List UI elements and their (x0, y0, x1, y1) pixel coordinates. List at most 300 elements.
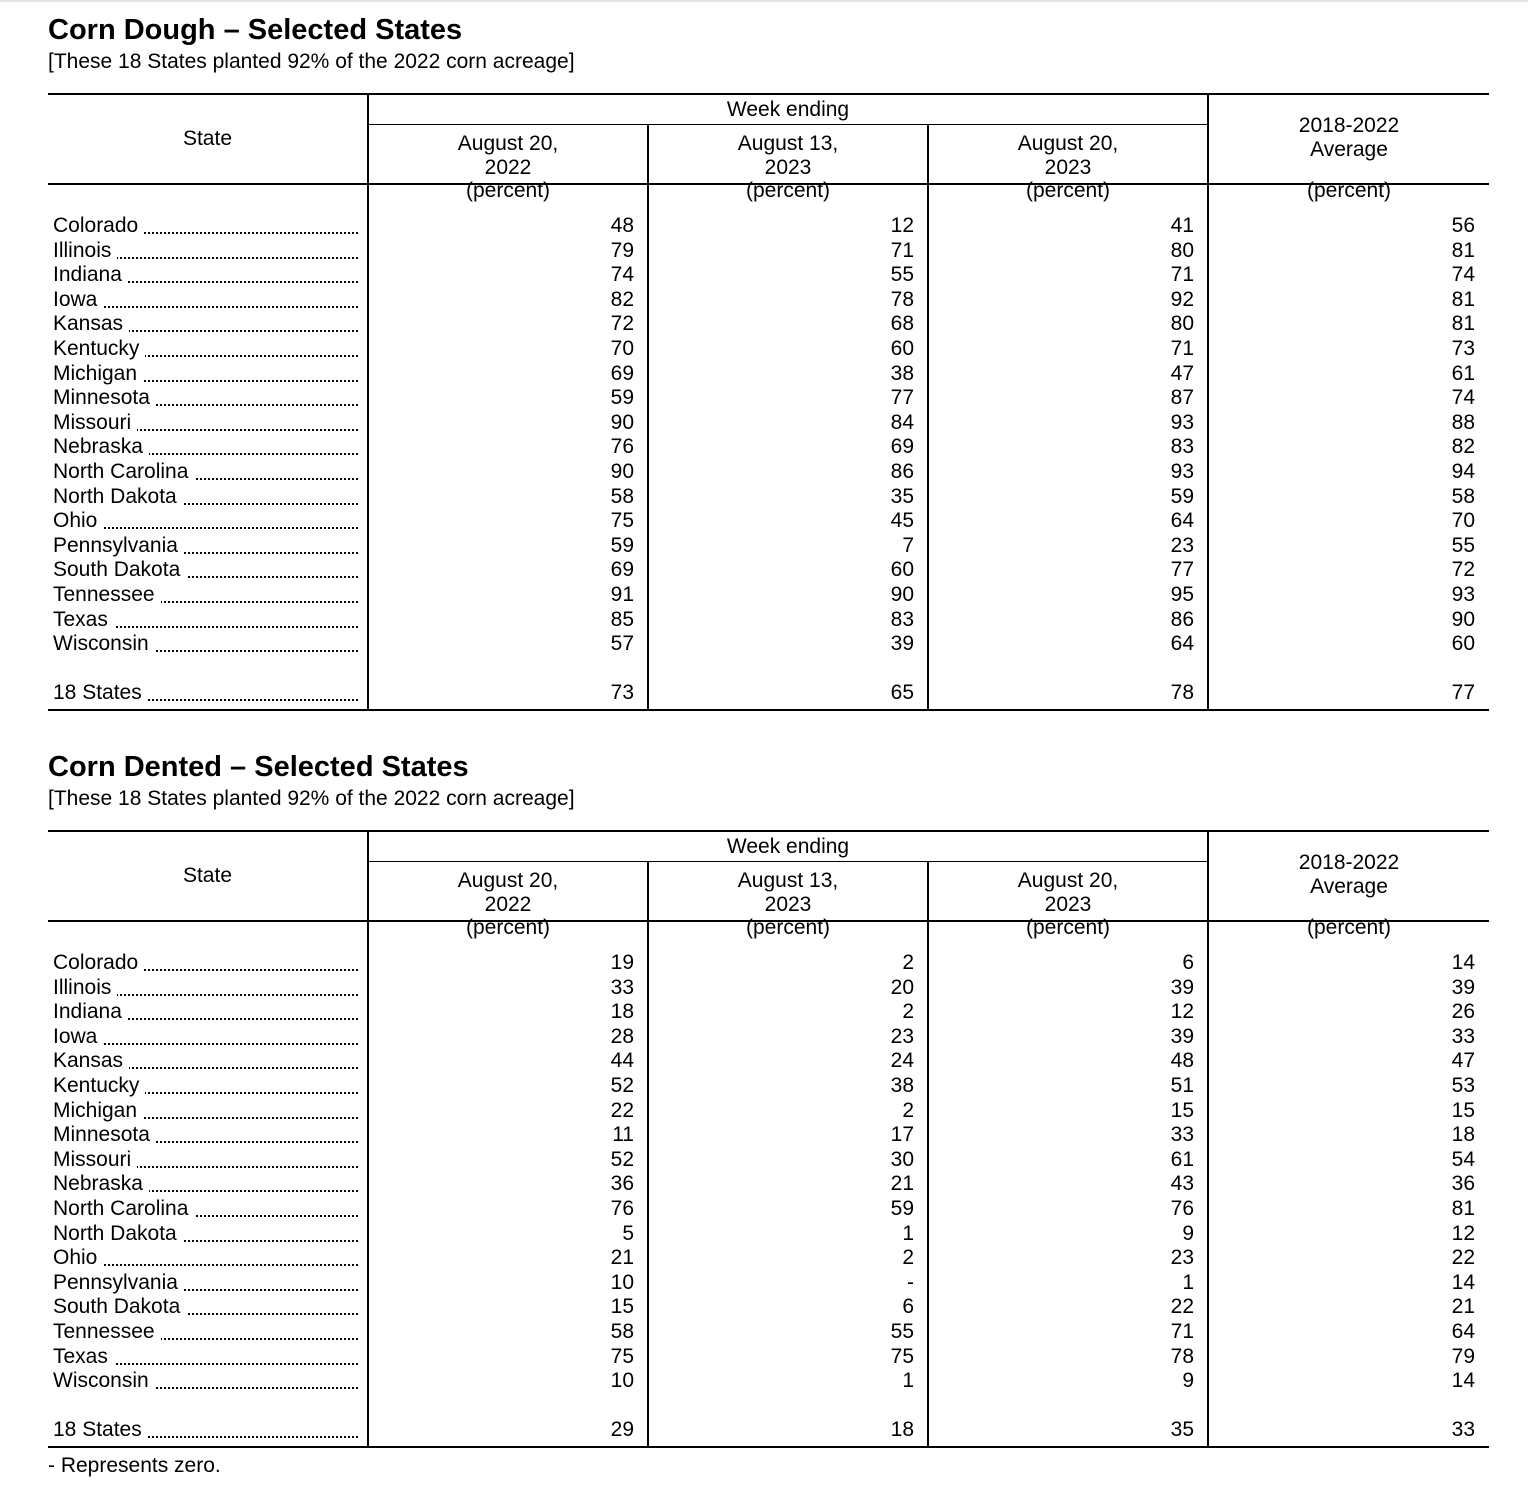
table-bottom-rule (48, 1446, 1489, 1448)
week-ending-header: Week ending (726, 98, 850, 121)
state-name: Wisconsin (53, 1369, 155, 1392)
state-name: Texas (53, 1345, 114, 1368)
value-cell: 28 (610, 1024, 634, 1048)
col4-header: 2018-2022 Average (1298, 114, 1400, 161)
col4-header: 2018-2022 Average (1298, 851, 1400, 898)
value-cell: 86 (1170, 607, 1194, 631)
value-cell: 45 (890, 509, 914, 533)
value-cell: 85 (610, 607, 634, 631)
state-cell (53, 1074, 358, 1098)
value-cell: 59 (890, 1197, 914, 1220)
state-cell (53, 1049, 358, 1073)
value-cell: 33 (1451, 1024, 1475, 1048)
state-name: Nebraska (53, 435, 149, 458)
value-cell: 71 (1170, 1320, 1194, 1343)
value-cell: 35 (1170, 1417, 1194, 1441)
value-cell: 15 (610, 1295, 634, 1319)
value-cell: 22 (1451, 1246, 1475, 1270)
value-cell: 78 (890, 287, 914, 311)
value-cell: 54 (1451, 1147, 1475, 1171)
value-cell: 93 (1170, 460, 1194, 483)
value-cell: 2 (902, 1246, 914, 1270)
value-cell: 12 (890, 214, 914, 237)
unit-label: (percent) (745, 179, 831, 202)
table-top-rule (48, 830, 1489, 832)
table-row (48, 1123, 1489, 1148)
total-row (48, 681, 1489, 706)
table-row (48, 1295, 1489, 1320)
state-cell (53, 1369, 358, 1393)
value-cell: 59 (1170, 484, 1194, 508)
value-cell: 24 (890, 1049, 914, 1073)
col2-header: August 13, 2023 (737, 132, 839, 179)
value-cell: 14 (1451, 951, 1475, 974)
value-cell: 57 (610, 632, 634, 656)
value-cell: 77 (890, 386, 914, 410)
col3-header: August 20, 2023 (1017, 132, 1119, 179)
state-name: Colorado (53, 214, 144, 237)
state-cell (53, 976, 358, 1000)
value-cell: 64 (1451, 1320, 1475, 1343)
value-cell: 2 (902, 951, 914, 974)
value-cell: 91 (610, 583, 634, 606)
value-cell: 47 (1451, 1049, 1475, 1073)
table-row (48, 608, 1489, 633)
table-row (48, 509, 1489, 534)
state-cell (53, 214, 358, 238)
value-cell: 10 (610, 1369, 634, 1393)
table-row (48, 1222, 1489, 1247)
value-cell: 95 (1170, 583, 1194, 606)
state-name: North Dakota (53, 485, 183, 508)
table-row (48, 312, 1489, 337)
value-cell: 71 (1170, 263, 1194, 287)
table-row (48, 1148, 1489, 1173)
value-cell: 60 (890, 558, 914, 582)
unit-label: (percent) (745, 916, 831, 939)
value-cell: 41 (1170, 214, 1194, 237)
table-row (48, 583, 1489, 608)
table-row (48, 288, 1489, 313)
value-cell: 53 (1451, 1074, 1475, 1097)
state-cell (53, 1000, 358, 1024)
table-row (48, 263, 1489, 288)
unit-label: (percent) (1306, 916, 1392, 939)
state-name: Nebraska (53, 1172, 149, 1195)
value-cell: 75 (610, 1344, 634, 1368)
state-cell (53, 1320, 358, 1344)
value-cell: 23 (1170, 1246, 1194, 1270)
state-name: 18 States (53, 1418, 148, 1441)
state-name: North Carolina (53, 1197, 194, 1220)
state-name: Tennessee (53, 1320, 161, 1343)
table-row (48, 337, 1489, 362)
value-cell: 84 (890, 410, 914, 434)
value-cell: 29 (610, 1417, 634, 1441)
state-name: Ohio (53, 1246, 103, 1269)
value-cell: 18 (1451, 1123, 1475, 1147)
table-row (48, 1099, 1489, 1124)
value-cell: 14 (1451, 1270, 1475, 1294)
value-cell: 48 (1170, 1049, 1194, 1073)
value-cell: 55 (890, 1320, 914, 1343)
table-row (48, 1049, 1489, 1074)
table-title: Corn Dented – Selected States (48, 751, 469, 783)
value-cell: 68 (890, 312, 914, 336)
value-cell: 72 (1451, 558, 1475, 582)
state-name: 18 States (53, 681, 148, 704)
col3-header: August 20, 2023 (1017, 869, 1119, 916)
value-cell: 47 (1170, 361, 1194, 385)
value-cell: 58 (1451, 484, 1475, 508)
table-row (48, 1246, 1489, 1271)
value-cell: 81 (1451, 312, 1475, 336)
state-cell (53, 1172, 358, 1196)
table-row (48, 362, 1489, 387)
value-cell: 39 (890, 632, 914, 656)
value-cell: 82 (610, 287, 634, 311)
value-cell: 69 (890, 435, 914, 459)
value-cell: 1 (902, 1369, 914, 1393)
value-cell: 55 (1451, 533, 1475, 557)
state-name: Missouri (53, 411, 137, 434)
state-name: Wisconsin (53, 632, 155, 655)
value-cell: 39 (1170, 1024, 1194, 1048)
value-cell: 76 (1170, 1197, 1194, 1220)
table-row (48, 558, 1489, 583)
state-cell (53, 239, 358, 263)
value-cell: 83 (1170, 435, 1194, 459)
state-cell (53, 1271, 358, 1295)
table-row (48, 1369, 1489, 1394)
value-cell: 70 (610, 337, 634, 360)
table-row (48, 1074, 1489, 1099)
state-name: Missouri (53, 1148, 137, 1171)
value-cell: 56 (1451, 214, 1475, 237)
value-cell: 72 (610, 312, 634, 336)
value-cell: 36 (1451, 1172, 1475, 1196)
value-cell: 69 (610, 361, 634, 385)
state-name: Colorado (53, 951, 144, 974)
value-cell: 44 (610, 1049, 634, 1073)
value-cell: 52 (610, 1147, 634, 1171)
value-cell: 81 (1451, 1197, 1475, 1220)
unit-label: (percent) (465, 179, 551, 202)
state-cell (53, 1197, 358, 1221)
value-cell: 64 (1170, 632, 1194, 656)
value-cell: 74 (1451, 386, 1475, 410)
value-cell: 61 (1451, 361, 1475, 385)
value-cell: 59 (610, 386, 634, 410)
value-cell: 15 (1170, 1098, 1194, 1122)
state-cell (53, 263, 358, 287)
state-name: South Dakota (53, 558, 186, 581)
state-cell (53, 1025, 358, 1049)
value-cell: 76 (610, 1197, 634, 1220)
table-row (48, 386, 1489, 411)
state-name: South Dakota (53, 1295, 186, 1318)
value-cell: 82 (1451, 435, 1475, 459)
table-row (48, 1345, 1489, 1370)
state-name: Kansas (53, 312, 129, 335)
value-cell: 14 (1451, 1369, 1475, 1393)
value-cell: 59 (610, 533, 634, 557)
value-cell: 7 (902, 533, 914, 557)
value-cell: 76 (610, 435, 634, 459)
state-name: Indiana (53, 1000, 128, 1023)
state-name: Pennsylvania (53, 534, 184, 557)
table-row (48, 1000, 1489, 1025)
value-cell: - (907, 1270, 914, 1294)
state-name: Minnesota (53, 386, 156, 409)
unit-label: (percent) (1025, 916, 1111, 939)
state-name: Minnesota (53, 1123, 156, 1146)
value-cell: 33 (1451, 1417, 1475, 1441)
state-name: North Carolina (53, 460, 194, 483)
data-table (48, 814, 1489, 1448)
table-row (48, 239, 1489, 264)
value-cell: 48 (610, 214, 634, 237)
value-cell: 75 (610, 509, 634, 533)
state-cell (53, 362, 358, 386)
table-bottom-rule (48, 709, 1489, 711)
table-top-rule (48, 93, 1489, 95)
total-row (48, 1418, 1489, 1443)
state-name: Ohio (53, 509, 103, 532)
state-cell (53, 435, 358, 459)
state-cell (53, 337, 358, 361)
state-cell (53, 1148, 358, 1172)
value-cell: 33 (1170, 1123, 1194, 1147)
value-cell: 2 (902, 1000, 914, 1024)
value-cell: 39 (1170, 975, 1194, 999)
table-row (48, 632, 1489, 657)
col1-header: August 20, 2022 (457, 869, 559, 916)
value-cell: 79 (610, 238, 634, 262)
value-cell: 26 (1451, 1000, 1475, 1024)
value-cell: 93 (1170, 410, 1194, 434)
value-cell: 69 (610, 558, 634, 582)
value-cell: 80 (1170, 312, 1194, 336)
value-cell: 23 (890, 1024, 914, 1048)
table-title: Corn Dough – Selected States (48, 14, 463, 46)
state-name: North Dakota (53, 1222, 183, 1245)
value-cell: 38 (890, 361, 914, 385)
value-cell: 35 (890, 484, 914, 508)
value-cell: 52 (610, 1074, 634, 1097)
state-cell (53, 312, 358, 336)
value-cell: 43 (1170, 1172, 1194, 1196)
value-cell: 58 (610, 484, 634, 508)
value-cell: 21 (610, 1246, 634, 1270)
table-row (48, 976, 1489, 1001)
value-cell: 78 (1170, 1344, 1194, 1368)
state-cell (53, 583, 358, 607)
value-cell: 61 (1170, 1147, 1194, 1171)
state-cell (53, 1246, 358, 1270)
value-cell: 90 (610, 410, 634, 434)
state-name: Illinois (53, 239, 117, 262)
value-cell: 11 (612, 1123, 634, 1147)
value-cell: 90 (890, 583, 914, 606)
value-cell: 1 (1182, 1270, 1194, 1294)
value-cell: 12 (1170, 1000, 1194, 1024)
table-row (48, 1025, 1489, 1050)
week-ending-header: Week ending (726, 835, 850, 858)
state-name: Texas (53, 608, 114, 631)
value-cell: 39 (1451, 975, 1475, 999)
value-cell: 77 (1170, 558, 1194, 582)
value-cell: 71 (1170, 337, 1194, 360)
value-cell: 18 (610, 1000, 634, 1024)
value-cell: 2 (902, 1098, 914, 1122)
value-cell: 77 (1451, 680, 1475, 704)
value-cell: 9 (1182, 1221, 1194, 1245)
data-table (48, 77, 1489, 711)
value-cell: 81 (1451, 238, 1475, 262)
table-row (48, 1172, 1489, 1197)
state-name: Tennessee (53, 583, 161, 606)
value-cell: 18 (890, 1417, 914, 1441)
table-row (48, 214, 1489, 239)
value-cell: 22 (1170, 1295, 1194, 1319)
value-cell: 87 (1170, 386, 1194, 410)
table-row (48, 1320, 1489, 1345)
value-cell: 6 (1182, 951, 1194, 974)
state-cell (53, 485, 358, 509)
state-name: Illinois (53, 976, 117, 999)
state-cell (53, 1222, 358, 1246)
state-cell (53, 1123, 358, 1147)
state-name: Iowa (53, 288, 103, 311)
value-cell: 23 (1170, 533, 1194, 557)
value-cell: 88 (1451, 410, 1475, 434)
value-cell: 81 (1451, 287, 1475, 311)
footnote: - Represents zero. (48, 1454, 221, 1477)
value-cell: 70 (1451, 509, 1475, 533)
value-cell: 83 (890, 607, 914, 631)
state-cell (53, 386, 358, 410)
value-cell: 22 (610, 1098, 634, 1122)
value-cell: 58 (610, 1320, 634, 1343)
state-cell (53, 509, 358, 533)
state-cell (53, 534, 358, 558)
state-name: Kansas (53, 1049, 129, 1072)
state-cell (53, 411, 358, 435)
value-cell: 55 (890, 263, 914, 287)
table-row (48, 1271, 1489, 1296)
table-row (48, 411, 1489, 436)
value-cell: 74 (610, 263, 634, 287)
state-cell (53, 1418, 358, 1442)
value-cell: 19 (610, 951, 634, 974)
value-cell: 92 (1170, 287, 1194, 311)
table-row (48, 534, 1489, 559)
state-cell (53, 1345, 358, 1369)
value-cell: 90 (610, 460, 634, 483)
state-cell (53, 1295, 358, 1319)
state-name: Michigan (53, 1099, 143, 1122)
value-cell: 38 (890, 1074, 914, 1097)
value-cell: 73 (610, 680, 634, 704)
value-cell: 75 (890, 1344, 914, 1368)
value-cell: 10 (610, 1270, 634, 1294)
value-cell: 78 (1170, 680, 1194, 704)
value-cell: 36 (610, 1172, 634, 1196)
table-row (48, 485, 1489, 510)
state-cell (53, 288, 358, 312)
top-border (0, 0, 1528, 2)
unit-label: (percent) (1306, 179, 1392, 202)
value-cell: 12 (1451, 1221, 1475, 1245)
state-cell (53, 681, 358, 705)
week-ending-rule (368, 124, 1208, 125)
value-cell: 17 (890, 1123, 914, 1147)
state-column-header: State (182, 127, 233, 150)
state-cell (53, 608, 358, 632)
table-row (48, 951, 1489, 976)
col1-header: August 20, 2022 (457, 132, 559, 179)
value-cell: 51 (1170, 1074, 1194, 1097)
state-name: Indiana (53, 263, 128, 286)
value-cell: 20 (890, 975, 914, 999)
state-name: Pennsylvania (53, 1271, 184, 1294)
state-cell (53, 1099, 358, 1123)
state-name: Kentucky (53, 337, 145, 360)
value-cell: 60 (890, 337, 914, 360)
value-cell: 80 (1170, 238, 1194, 262)
state-name: Michigan (53, 362, 143, 385)
state-name: Kentucky (53, 1074, 145, 1097)
value-cell: 74 (1451, 263, 1475, 287)
value-cell: 21 (890, 1172, 914, 1196)
value-cell: 94 (1451, 460, 1475, 483)
state-cell (53, 460, 358, 484)
value-cell: 86 (890, 460, 914, 483)
value-cell: 9 (1182, 1369, 1194, 1393)
value-cell: 33 (610, 975, 634, 999)
value-cell: 90 (1451, 607, 1475, 631)
unit-label: (percent) (1025, 179, 1111, 202)
state-name: Iowa (53, 1025, 103, 1048)
value-cell: 64 (1170, 509, 1194, 533)
value-cell: 79 (1451, 1344, 1475, 1368)
value-cell: 30 (890, 1147, 914, 1171)
table-row (48, 460, 1489, 485)
value-cell: 5 (622, 1221, 634, 1245)
value-cell: 21 (1451, 1295, 1475, 1319)
table-row (48, 1197, 1489, 1222)
value-cell: 65 (890, 680, 914, 704)
table-subtitle: [These 18 States planted 92% of the 2022 corn acreage] (48, 787, 575, 810)
value-cell: 71 (890, 238, 914, 262)
state-column-header: State (182, 864, 233, 887)
state-cell (53, 632, 358, 656)
state-cell (53, 558, 358, 582)
value-cell: 93 (1451, 583, 1475, 606)
col2-header: August 13, 2023 (737, 869, 839, 916)
state-cell (53, 951, 358, 975)
table-subtitle: [These 18 States planted 92% of the 2022 corn acreage] (48, 50, 575, 73)
unit-label: (percent) (465, 916, 551, 939)
week-ending-rule (368, 861, 1208, 862)
table-row (48, 435, 1489, 460)
value-cell: 15 (1451, 1098, 1475, 1122)
value-cell: 1 (902, 1221, 914, 1245)
value-cell: 6 (902, 1295, 914, 1319)
value-cell: 60 (1451, 632, 1475, 656)
value-cell: 73 (1451, 337, 1475, 360)
